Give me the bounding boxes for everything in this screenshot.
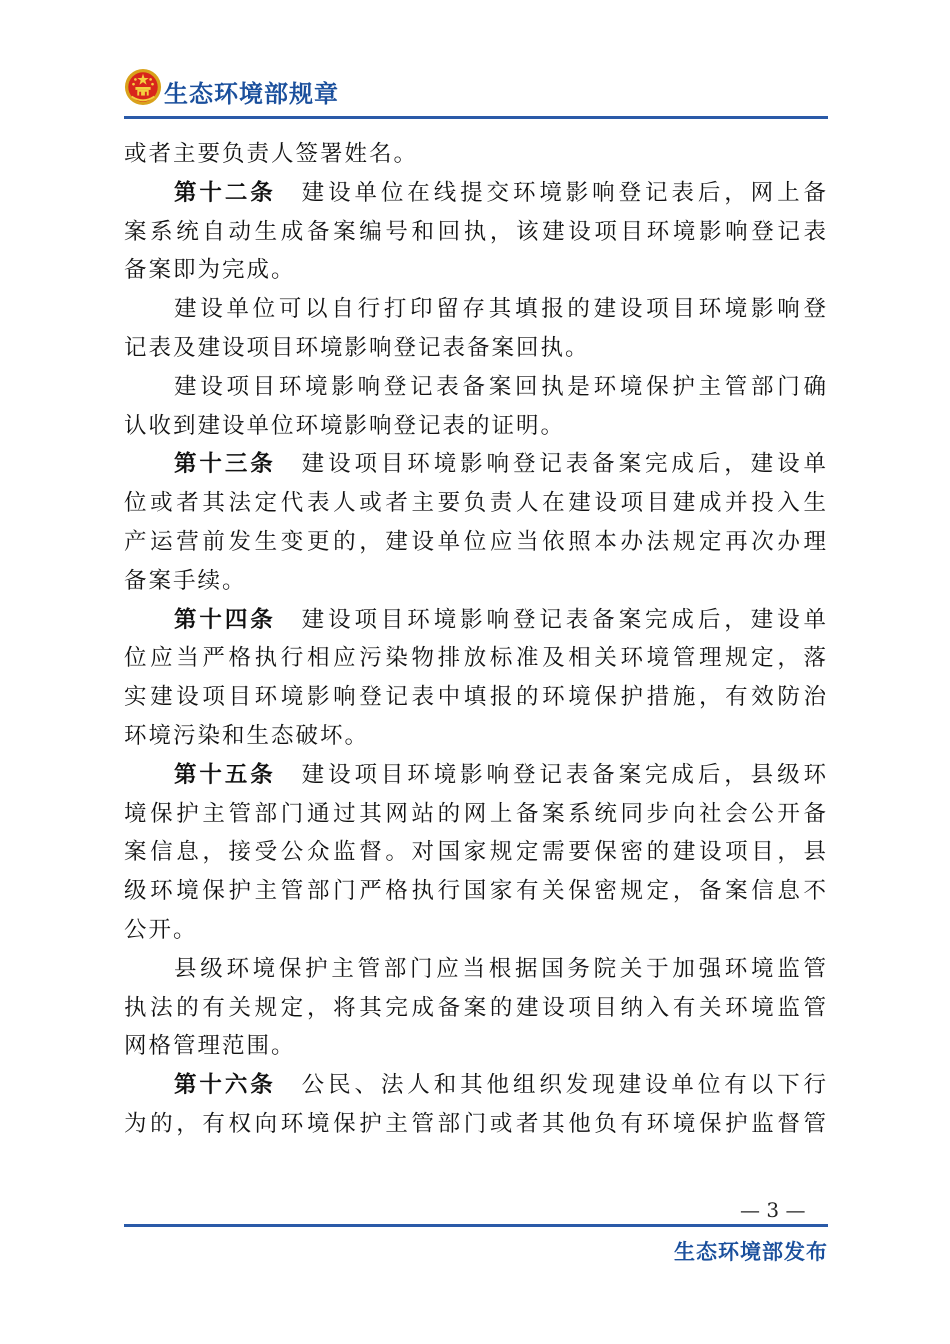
page-number: — 3 — xyxy=(740,1198,806,1222)
text-line: 备案手续。 xyxy=(124,567,247,594)
text-line: 建设项目环境影响登记表备案完成后，县级环 xyxy=(301,761,828,788)
article-15-heading: 第十五条 xyxy=(174,761,276,788)
text-line: 案信息，接受公众监督。对国家规定需要保密的建设项目，县 xyxy=(124,839,828,866)
article-13-heading: 第十三条 xyxy=(174,451,276,478)
text-line: 产运营前发生变更的，建设单位应当依照本办法规定再次办理 xyxy=(124,528,828,555)
text-line: 境保护主管部门通过其网站的网上备案系统同步向社会公开备 xyxy=(124,800,828,827)
footer-divider xyxy=(124,1224,828,1227)
text-line: 县级环境保护主管部门应当根据国务院关于加强环境监管 xyxy=(174,955,828,982)
text-line: 认收到建设单位环境影响登记表的证明。 xyxy=(124,412,566,439)
footer-publisher: 生态环境部发布 xyxy=(674,1240,828,1264)
text-line: 记表及建设项目环境影响登记表备案回执。 xyxy=(124,334,590,361)
article-16-heading: 第十六条 xyxy=(174,1072,276,1099)
text-line: 为的，有权向环境保护主管部门或者其他负有环境保护监督管 xyxy=(124,1110,828,1137)
text-line: 或者主要负责人签署姓名。 xyxy=(124,141,419,167)
national-emblem-icon xyxy=(124,68,162,106)
article-13-line xyxy=(124,445,828,484)
text-line: 网格管理范围。 xyxy=(124,1033,296,1060)
text-line: 公民、法人和其他组织发现建设单位有以下行 xyxy=(301,1072,828,1099)
text-line: 执法的有关规定，将其完成备案的建设项目纳入有关环境监管 xyxy=(124,994,828,1021)
article-15-line xyxy=(124,756,828,795)
text-line: 实建设项目环境影响登记表中填报的环境保护措施，有效防治 xyxy=(124,684,828,711)
text-line: 公开。 xyxy=(124,916,198,943)
text-line: 建设项目环境影响登记表备案完成后，建设单 xyxy=(301,451,828,478)
text-line: 环境污染和生态破坏。 xyxy=(124,722,370,749)
article-12-heading: 第十二条 xyxy=(174,179,276,206)
article-14-line xyxy=(124,601,828,640)
header-divider xyxy=(124,116,828,119)
text-line: 备案即为完成。 xyxy=(124,257,296,284)
page-header xyxy=(124,64,828,120)
header-title: 生态环境部规章 xyxy=(164,80,339,108)
text-line: 建设单位可以自行打印留存其填报的建设项目环境影响登 xyxy=(174,296,828,323)
text-line: 建设单位在线提交环境影响登记表后，网上备 xyxy=(301,179,828,206)
text-line: 建设项目环境影响登记表备案回执是环境保护主管部门确 xyxy=(174,373,828,400)
text-line: 建设项目环境影响登记表备案完成后，建设单 xyxy=(301,606,828,633)
text-line: 级环境保护主管部门严格执行国家有关保密规定，备案信息不 xyxy=(124,878,828,905)
article-16-line xyxy=(124,1066,828,1105)
article-12-line xyxy=(124,174,828,213)
article-14-heading: 第十四条 xyxy=(174,606,276,633)
text-line: 案系统自动生成备案编号和回执，该建设项目环境影响登记表 xyxy=(124,218,828,245)
regulation-body xyxy=(124,135,828,1144)
text-line: 位应当严格执行相应污染物排放标准及相关环境管理规定，落 xyxy=(124,645,828,672)
text-line: 位或者其法定代表人或者主要负责人在建设项目建成并投入生 xyxy=(124,490,828,517)
